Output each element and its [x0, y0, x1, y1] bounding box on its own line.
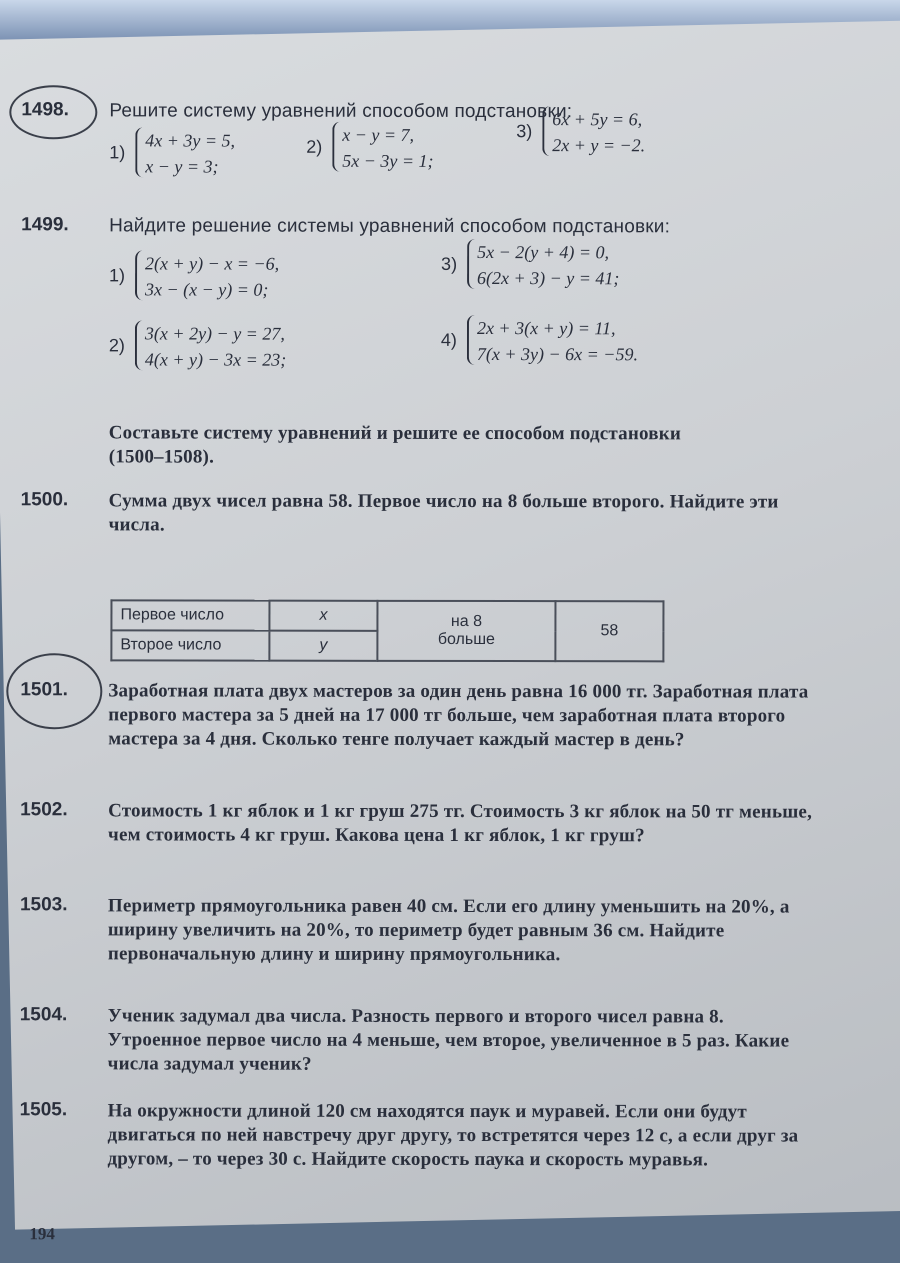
problem-text: Ученик задумал два числа. Разность первого и второго чисел равна 8. Утроенное первое число на 4 меньше, чем второе, увеличенное в 5 раз. Какие числа задумал ученик?: [107, 1005, 790, 1075]
equation: 2x + 3(x + y) = 11,: [476, 317, 616, 339]
equations: [145, 320, 286, 372]
problem-1501: [20, 679, 820, 751]
table-cell: y: [269, 631, 377, 661]
equations: [145, 127, 235, 179]
problem-1499: [21, 214, 821, 370]
equation: 4x + 3y = 5,: [145, 130, 236, 151]
equation: 7(x + 3y) − 6x = −59.: [476, 343, 638, 365]
brace: [135, 250, 145, 300]
equations: [342, 122, 433, 174]
problem-text: Найдите решение системы уравнений способом подстановки:: [109, 215, 671, 238]
section-instruction: [21, 421, 821, 468]
problem-1504: [19, 1004, 820, 1075]
problem-number: 1504.: [19, 1004, 68, 1026]
brace: [467, 239, 477, 289]
equation: x − y = 3;: [145, 156, 219, 177]
equations: [145, 250, 279, 302]
equation: 6(2x + 3) − y = 41;: [477, 267, 620, 289]
system-label: 4): [440, 329, 457, 350]
problem-number: 1505.: [19, 1099, 68, 1121]
table-cell: x: [269, 601, 377, 631]
system-label: 3): [516, 121, 533, 142]
brace: [467, 315, 477, 365]
problem-1505: [19, 1099, 820, 1171]
system-label: 1): [109, 265, 126, 286]
table-row: [111, 600, 663, 631]
problem-text: На окружности длиной 120 см находятся паук и муравей. Если они будут двигаться по ней навстречу друг другу, то встретятся через 12 с, а если друг за другом, – то через 30 с. Найдите скорость паука и скорость муравья.: [107, 1100, 799, 1171]
equations: [477, 239, 619, 291]
system-label: 1): [109, 142, 126, 163]
table-cell-note: [377, 601, 555, 661]
note-text: на 8: [450, 612, 482, 631]
equation: 4(x + y) − 3x = 23;: [144, 349, 287, 370]
page-content: [19, 99, 841, 1244]
problem-number: 1501.: [20, 679, 68, 701]
problem-1498: [21, 99, 821, 177]
problem-1503: [19, 894, 820, 966]
problem-number: 1500.: [20, 489, 69, 511]
problem-text: Решите систему уравнений способом подстановки:: [109, 100, 573, 123]
equation: 3x − (x − y) = 0;: [145, 279, 269, 300]
equation: x − y = 7,: [342, 124, 415, 145]
problem-number: 1503.: [19, 894, 68, 916]
equation: 6x + 5y = 6,: [552, 109, 643, 130]
instruction-line: Составьте систему уравнений и решите ее способом подстановки: [108, 422, 682, 445]
brace: [542, 106, 552, 156]
equations: [477, 315, 638, 367]
equation: 2(x + y) − x = −6,: [145, 253, 280, 274]
problem-text: Заработная плата двух мастеров за один день равна 16 000 тг. Заработная плата первого мастера за 5 дней на 17 000 тг больше, чем заработная плата второго мастера за 4 дня. Сколько тенге получает каждый мастер в день?: [108, 680, 809, 751]
problem-text: Сумма двух чисел равна 58. Первое число на 8 больше второго. Найдите эти числа.: [108, 490, 779, 536]
system-label: 2): [108, 335, 125, 356]
table-cell: Второе число: [111, 630, 269, 660]
equation: 5x − 2(y + 4) = 0,: [477, 241, 610, 263]
problem-1500: [20, 489, 821, 536]
equation: 5x − 3y = 1;: [342, 150, 434, 171]
table-cell: Первое число: [111, 600, 269, 630]
brace: [135, 320, 145, 370]
equations: [552, 106, 645, 158]
problem-text: Периметр прямоугольника равен 40 см. Если его длину уменьшить на 20%, а ширину увеличить на 20%, то периметр будет равным 36 см. Найдите первоначальную длину и ширину прямоугольника.: [107, 895, 790, 966]
page-number: 194: [29, 1224, 55, 1244]
problem-number: 1502.: [20, 799, 68, 821]
equation: 2x + y = −2.: [552, 135, 646, 156]
system-label: 2): [306, 136, 323, 157]
textbook-page: [0, 20, 900, 1244]
data-table: [110, 599, 664, 662]
brace: [332, 122, 342, 172]
note-text: больше: [437, 630, 495, 649]
system-label: 3): [441, 253, 458, 274]
problem-number: 1499.: [21, 214, 69, 236]
table-cell-total: 58: [555, 601, 663, 661]
problem-number: 1498.: [21, 99, 69, 121]
problem-text: Стоимость 1 кг яблок и 1 кг груш 275 тг. Стоимость 3 кг яблок на 50 тг меньше, чем стоимость 4 кг груш. Какова цена 1 кг яблок, 1 кг груш?: [108, 800, 813, 847]
instruction-line: (1500–1508).: [108, 446, 215, 468]
brace: [135, 127, 145, 177]
equation: 3(x + 2y) − y = 27,: [144, 323, 285, 344]
problem-1502: [20, 799, 820, 847]
